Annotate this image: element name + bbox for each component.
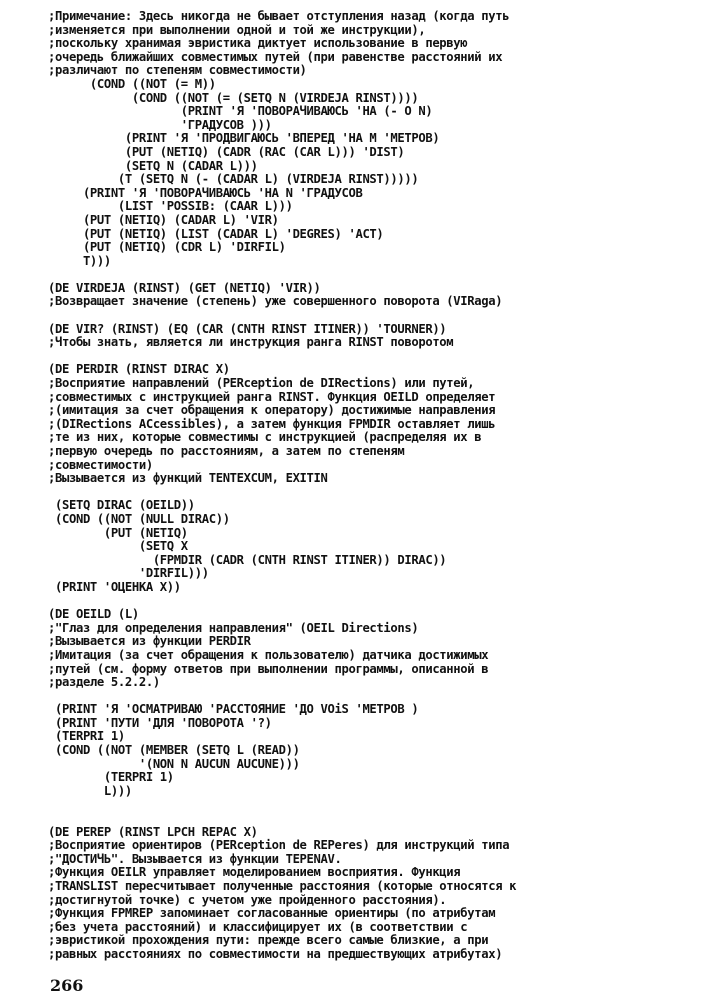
- page-number: 266: [50, 976, 84, 995]
- listing-line: (LIST 'POSSIB: (CAAR L))): [48, 199, 293, 214]
- listing-line: ;достигнутой точке) с учетом уже пройденного расстояния).: [48, 892, 447, 907]
- listing-line: ;Имитация (за счет обращения к пользователю) датчика достижимых: [48, 647, 489, 662]
- listing-line: (DE OEILD (L): [48, 607, 139, 622]
- listing-line: [48, 486, 516, 500]
- listing-line: (PRINT 'Я 'ОСМАТРИВАЮ 'РАССТОЯНИЕ 'ДО VOiS 'МЕТРОВ ): [48, 702, 419, 717]
- listing-line: (SETQ N (CADAR L))): [48, 158, 258, 173]
- listing-line: (COND ((NOT (= M)): [48, 76, 216, 91]
- listing-line: ;Функция FPMREP запоминает согласованные ориентиры (по атрибутам: [48, 906, 496, 921]
- listing-line: L))): [48, 783, 132, 798]
- listing-line: ;очередь ближайших совместимых путей (при равенстве расстояний их: [48, 49, 503, 64]
- listing-line: [48, 268, 516, 282]
- listing-line: [48, 690, 516, 704]
- listing-line: (PRINT 'Я 'ПОВОРАЧИВАЮСЬ 'НА N 'ГРАДУСОВ: [48, 185, 363, 200]
- listing-line: ;Чтобы знать, является ли инструкция ранга RINST поворотом: [48, 335, 454, 350]
- listing-line: (COND ((NOT (MEMBER (SETQ L (READ)): [48, 743, 300, 758]
- listing-line: (DE VIRDEJA (RINST) (GET (NETIQ) 'VIR)): [48, 280, 321, 295]
- listing-line: (PRINT 'Я 'ПРОДВИГАЮСЬ 'ВПЕРЕД 'НА M 'МЕТРОВ): [48, 131, 440, 146]
- listing-line: (PUT (NETIQ) (LIST (CADAR L) 'DEGRES) 'ACT): [48, 226, 384, 241]
- listing-line: ;те из них, которые совместимы с инструкцией (распределяя их в: [48, 430, 482, 445]
- listing-line: [48, 798, 516, 812]
- listing-line: (TERPRI 1): [48, 729, 125, 744]
- listing-line: ;совместимости): [48, 457, 153, 472]
- listing-line: (PUT (NETIQ) (CADAR L) 'VIR): [48, 212, 279, 227]
- listing-line: (TERPRI 1): [48, 770, 174, 785]
- listing-line: ;совместимых с инструкцией ранга RINST. Функция OEILD определяет: [48, 389, 496, 404]
- listing-line: (COND ((NOT (NULL DIRAC)): [48, 511, 230, 526]
- listing-line: (COND ((NOT (= (SETQ N (VIRDEJA RINST)))): [48, 90, 419, 105]
- listing-line: ;Восприятие ориентиров (PERception de REPeres) для инструкций типа: [48, 838, 510, 853]
- listing-line: [48, 309, 516, 323]
- listing-line: ;разделе 5.2.2.): [48, 675, 160, 690]
- listing-line: ;Вызывается из функций TENTEXCUM, EXITIN: [48, 471, 328, 486]
- listing-line: (DE PEREP (RINST LPCH REPAC X): [48, 824, 258, 839]
- listing-line: (T (SETQ N (- (CADAR L) (VIRDEJA RINST))))): [48, 172, 419, 187]
- listing-line: ;"Глаз для определения направления" (OEIL Directions): [48, 620, 419, 635]
- listing-line: (FPMDIR (CADR (CNTH RINST ITINER)) DIRAC)): [48, 552, 447, 567]
- listing-line: ;Примечание: Здесь никогда не бывает отступления назад (когда путь: [48, 9, 510, 23]
- listing-line: T))): [48, 253, 111, 268]
- listing-line: [48, 812, 516, 826]
- listing-line: ;поскольку хранимая эвристика диктует использование в первую: [48, 36, 468, 51]
- listing-line: [48, 595, 516, 609]
- listing-line: (PRINT 'Я 'ПОВОРАЧИВАЮСЬ 'НА (- O N): [48, 104, 433, 119]
- listing-line: (SETQ X: [48, 539, 188, 554]
- listing-line: (DE PERDIR (RINST DIRAC X): [48, 362, 230, 377]
- listing-line: ;(имитация за счет обращения к оператору) достижимые направления: [48, 403, 496, 418]
- listing-line: ;Восприятие направлений (PERception de DIRections) или путей,: [48, 376, 475, 391]
- listing-line: ;Возвращает значение (степень) уже совершенного поворота (VIRaga): [48, 294, 503, 309]
- listing-line: ;без учета расстояний) и классифицирует их (в соответствии с: [48, 919, 468, 934]
- listing-line: ;"ДОСТИЧЬ". Вызывается из функции TEPENAV.: [48, 851, 342, 866]
- listing-line: ;различают по степеням совместимости): [48, 63, 307, 78]
- listing-line: '(NON N AUCUN AUCUNE))): [48, 756, 300, 771]
- listing-line: ;изменяется при выполнении одной и той же инструкции),: [48, 22, 426, 37]
- listing-line: ;Вызывается из функции PERDIR: [48, 634, 251, 649]
- listing-line: (PUT (NETIQ): [48, 525, 188, 540]
- listing-line: 'ГРАДУСОВ ))): [48, 117, 272, 132]
- listing-line: ;эвристикой прохождения пути: прежде всего самые близкие, а при: [48, 933, 489, 948]
- listing-line: ;(DIRections ACcessibles), а затем функция FPMDIR оставляет лишь: [48, 416, 496, 431]
- listing-line: (PUT (NETIQ) (CDR L) 'DIRFIL): [48, 240, 286, 255]
- listing-line: ;равных расстояниях по совместимости на предшествующих атрибутах): [48, 946, 503, 961]
- listing-line: ;путей (см. форму ответов при выполнении программы, описанной в: [48, 661, 489, 676]
- listing-line: (PUT (NETIQ) (CADR (RAC (CAR L))) 'DIST): [48, 144, 405, 159]
- listing-line: [48, 350, 516, 364]
- lisp-listing: [48, 10, 516, 962]
- listing-line: (DE VIR? (RINST) (EQ (CAR (CNTH RINST ITINER)) 'TOURNER)): [48, 321, 447, 336]
- listing-line: (PRINT 'ПУТИ 'ДЛЯ 'ПОВОРОТА '?): [48, 715, 272, 730]
- listing-line: 'DIRFIL))): [48, 566, 209, 581]
- listing-line: ;Функция OEILR управляет моделированием восприятия. Функция: [48, 865, 461, 880]
- listing-line: ;TRANSLIST пересчитывает полученные расстояния (которые относятся к: [48, 879, 517, 893]
- listing-line: ;первую очередь по расстояниям, а затем по степеням: [48, 444, 405, 458]
- listing-line: (SETQ DIRAC (OEILD)): [48, 498, 195, 513]
- listing-line: (PRINT 'ОЦЕНКА X)): [48, 579, 181, 594]
